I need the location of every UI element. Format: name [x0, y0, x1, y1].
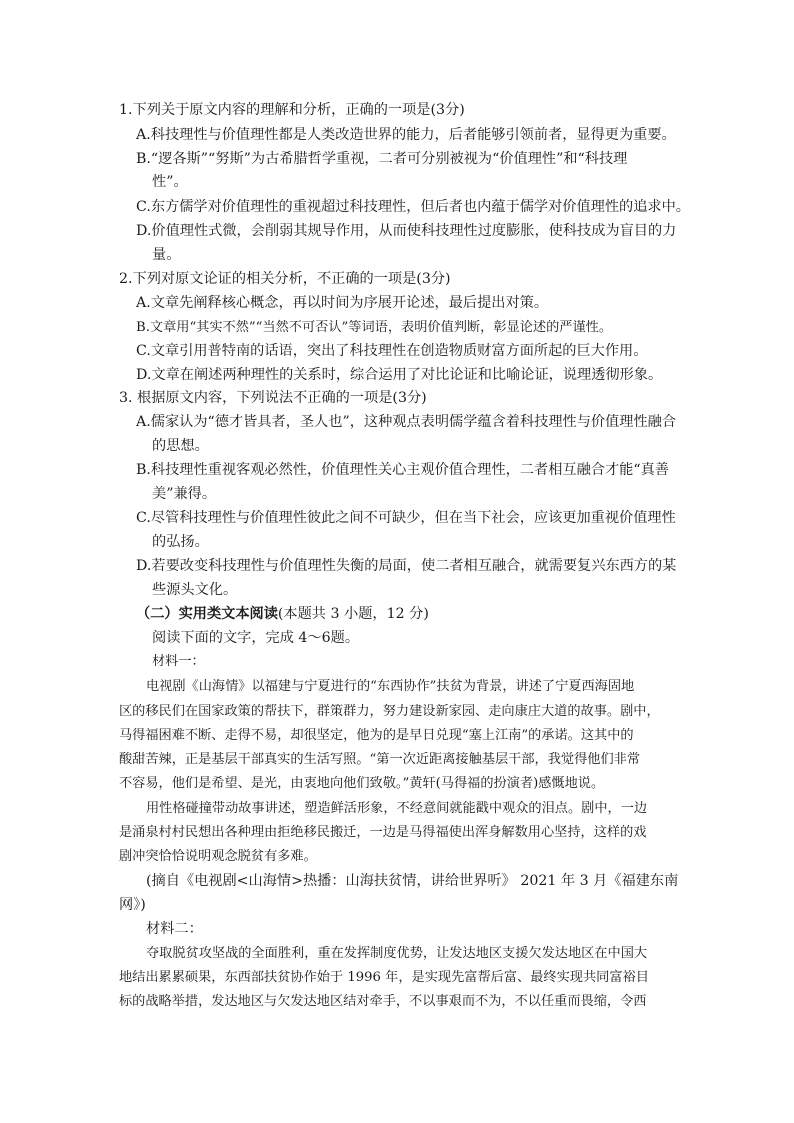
material-2-paragraph-line: 夺取脱贫攻坚战的全面胜利，重在发挥制度优势，让发达地区支援欠发达地区在中国大 — [146, 946, 648, 961]
material-1-paragraph-line: 是涌泉村村民想出各种理由拒绝移民搬迁，一边是马得福使出浑身解数用心坚持，这样的戏 — [119, 825, 647, 840]
question-1-option-d-cont: 量。 — [152, 247, 181, 263]
section-instruction: 阅读下面的文字，完成 4～6题。 — [152, 630, 360, 646]
material-1-paragraph-line: 马得福困难不断、走得不易，却很坚定，他为的是早日兑现“塞上江南”的承诺。这其中的 — [119, 728, 634, 743]
material-1-paragraph-line: 用性格碰撞带动故事讲述，塑造鲜活形象，不经意间就能戳中观众的泪点。剧中，一边 — [146, 801, 648, 816]
question-3-option-b: B.科技理性重视客观必然性，价值理性关心主观价值合理性，二者相互融合才能“真善 — [136, 462, 669, 478]
question-3-option-a-cont: 的思想。 — [152, 438, 209, 454]
question-1-stem: 1.下列关于原文内容的理解和分析，正确的一项是(3分) — [119, 102, 465, 118]
section-title: （二）实用类文本阅读 — [136, 606, 278, 622]
material-1-paragraph-line: 区的移民们在国家政策的帮扶下，群策群力，努力建设新家园、走向康庄大道的故事。剧中， — [119, 704, 660, 719]
question-2-stem: 2.下列对原文论证的相关分析，不正确的一项是(3分) — [119, 271, 451, 287]
question-3-option-d: D.若要改变科技理性与价值理性失衡的局面，使二者相互融合，就需要复兴东西方的某 — [136, 558, 677, 574]
question-3-option-d-cont: 些源头文化。 — [152, 582, 238, 598]
material-1-paragraph-line: 酸甜苦辣，正是基层干部真实的生活写照。“第一次近距离接触基层干部，我觉得他们非常 — [119, 752, 641, 767]
question-2-option-a: A.文章先阐释核心概念，再以时间为序展开论述，最后提出对策。 — [136, 295, 549, 311]
question-1-option-a: A.科技理性与价值理性都是人类改造世界的能力，后者能够引领前者，显得更为重要。 — [136, 127, 676, 143]
question-2-option-c: C.文章引用普特南的话语，突出了科技理性在创造物质财富方面所起的巨大作用。 — [136, 343, 648, 359]
question-2-option-d: D.文章在阐述两种理性的关系时，综合运用了对比论证和比喻论证，说理透彻形象。 — [136, 367, 663, 383]
question-2-option-b: B.文章用“其实不然”“当然不可否认”等词语，表明价值判断，彰显论述的严谨性。 — [136, 320, 613, 335]
question-1-option-b-cont: 性”。 — [152, 174, 188, 190]
question-3-option-a: A.儒家认为“德才皆具者，圣人也”，这种观点表明儒学蕴含着科技理性与价值理性融合 — [136, 414, 677, 430]
material-1-paragraph-line: 剧冲突恰恰说明观念脱贫有多难。 — [119, 849, 317, 864]
material-2-label: 材料二： — [146, 921, 203, 937]
question-1-option-b: B.“逻各斯”“努斯”为古希腊哲学重视，二者可分别被视为“价值理性”和“科技理 — [136, 151, 628, 167]
citation-line: (摘自《电视剧<山海情>热播：山海扶贫情，讲给世界听》 2021 年 3 月《福建东南 — [146, 873, 679, 889]
question-3-option-c-cont: 的弘扬。 — [152, 534, 209, 550]
question-3-stem: 3. 根据原文内容，下列说法不正确的一项是(3分) — [119, 390, 427, 406]
section-heading — [136, 605, 429, 623]
question-3-option-c: C.尽管科技理性与价值理性彼此之间不可缺少，但在当下社会，应该更加重视价值理性 — [136, 510, 676, 526]
citation-line: 网》) — [119, 897, 146, 913]
material-1-paragraph-line: 不容易，他们是希望、是光，由衷地向他们致敬。”黄轩(马得福的扮演者)感慨地说。 — [119, 776, 605, 791]
question-1-option-c: C.东方儒学对价值理性的重视超过科技理性，但后者也内蕴于儒学对价值理性的追求中。 — [136, 199, 690, 215]
question-1-option-d: D.价值理性式微，会削弱其规导作用，从而使科技理性过度膨胀，使科技成为盲目的力 — [136, 223, 677, 239]
section-heading-note: (本题共 3 小题，12 分) — [277, 606, 429, 622]
material-1-paragraph-line: 电视剧《山海情》以福建与宁夏进行的“东西协作”扶贫为背景，讲述了宁夏西海固地 — [146, 679, 635, 694]
material-2-paragraph-line: 标的战略举措，发达地区与欠发达地区结对牵手，不以事艰而不为，不以任重而畏缩，令西 — [119, 994, 647, 1009]
question-3-option-b-cont: 美”兼得。 — [152, 486, 217, 502]
material-2-paragraph-line: 地结出累累硕果，东西部扶贫协作始于 1996 年，是实现先富帮后富、最终实现共同富裕目 — [119, 970, 649, 985]
material-1-label: 材料一： — [152, 654, 205, 669]
